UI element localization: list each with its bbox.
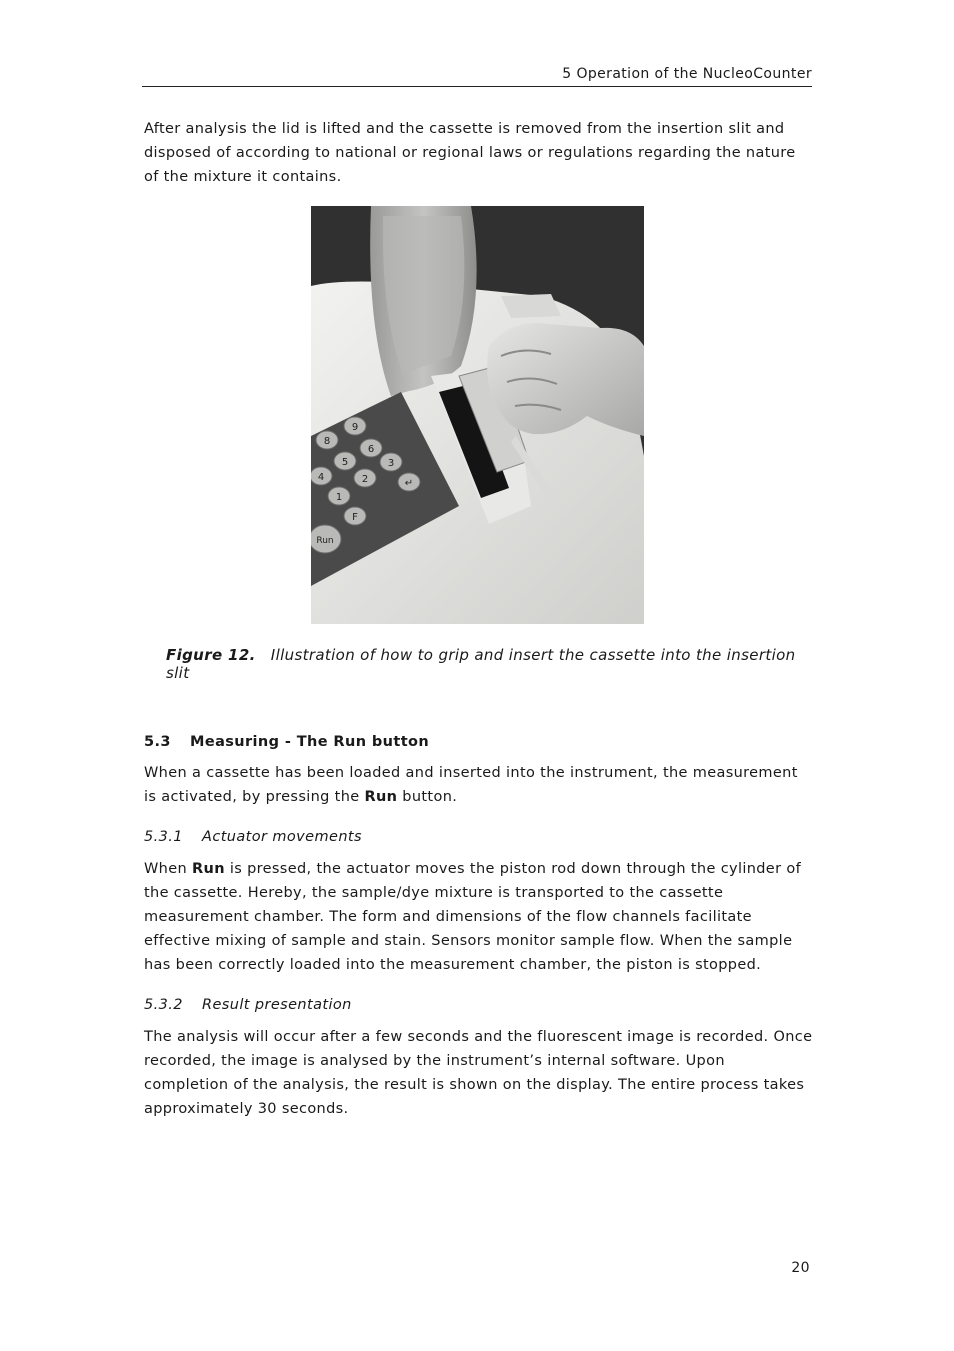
page-number: 20 — [791, 1260, 810, 1276]
key-2: 2 — [361, 474, 369, 485]
figure-caption-text: Illustration of how to grip and insert the cassette into the insertion slit — [166, 646, 796, 682]
key-3: 3 — [387, 458, 395, 469]
section-title: Measuring - The Run button — [190, 734, 430, 750]
intro-paragraph: After analysis the lid is lifted and the cassette is removed from the insertion slit and disposed of according to national or regional laws or regulations regarding the nature of the mixture it contains. — [144, 121, 796, 185]
subsection-number: 5.3.2 — [144, 997, 183, 1013]
key-5: 5 — [341, 457, 349, 468]
key-9: 9 — [351, 422, 359, 433]
figure-label: Figure 12. — [166, 646, 256, 664]
text-run: button. — [397, 789, 458, 805]
key-f: F — [352, 512, 358, 523]
running-header: 5 Operation of the NucleoCounter — [142, 66, 812, 87]
nucleocounter-photo — [311, 206, 644, 624]
section-5-3-1-paragraph — [144, 857, 814, 977]
key-enter: ↵ — [404, 478, 414, 489]
subsection-title: Actuator movements — [202, 829, 362, 845]
subsection-title: Result presentation — [202, 997, 352, 1013]
key-run: Run — [316, 536, 334, 546]
figure-caption — [166, 646, 816, 682]
key-8: 8 — [323, 436, 331, 447]
run-keyword: Run — [192, 861, 225, 877]
run-keyword: Run — [364, 789, 398, 805]
section-number: 5.3 — [144, 734, 171, 750]
section-5-3-paragraph — [144, 761, 814, 809]
text-run: When — [144, 861, 192, 877]
key-4: 4 — [317, 472, 325, 483]
subsection-number: 5.3.1 — [144, 829, 183, 845]
section-5-3-2-paragraph: The analysis will occur after a few seconds and the fluorescent image is recorded. Once recorded, the image is analysed by the instrument’s internal software. Upon completion of the analysis, the result is shown on the display. The entire process takes approximately 30 seconds. — [144, 1029, 813, 1117]
key-1: 1 — [335, 492, 343, 503]
subsection-heading-5-3-2 — [144, 997, 352, 1013]
subsection-heading-5-3-1 — [144, 829, 362, 845]
figure-photo — [311, 206, 644, 624]
section-heading-5-3 — [144, 734, 429, 750]
text-run: When a cassette has been loaded and inserted into the instrument, the measurement is activated, by pressing the — [144, 765, 798, 805]
key-6: 6 — [367, 444, 375, 455]
text-run: is pressed, the actuator moves the piston rod down through the cylinder of the cassette. Hereby, the sample/dye mixture is transported to the cassette measurement chamber. The form and dimensions of the flow channels facilitate effective mixing of sample and stain. Sensors monitor sample flow. When the sample has been correctly loaded into the measurement chamber, the piston is stopped. — [144, 861, 802, 973]
